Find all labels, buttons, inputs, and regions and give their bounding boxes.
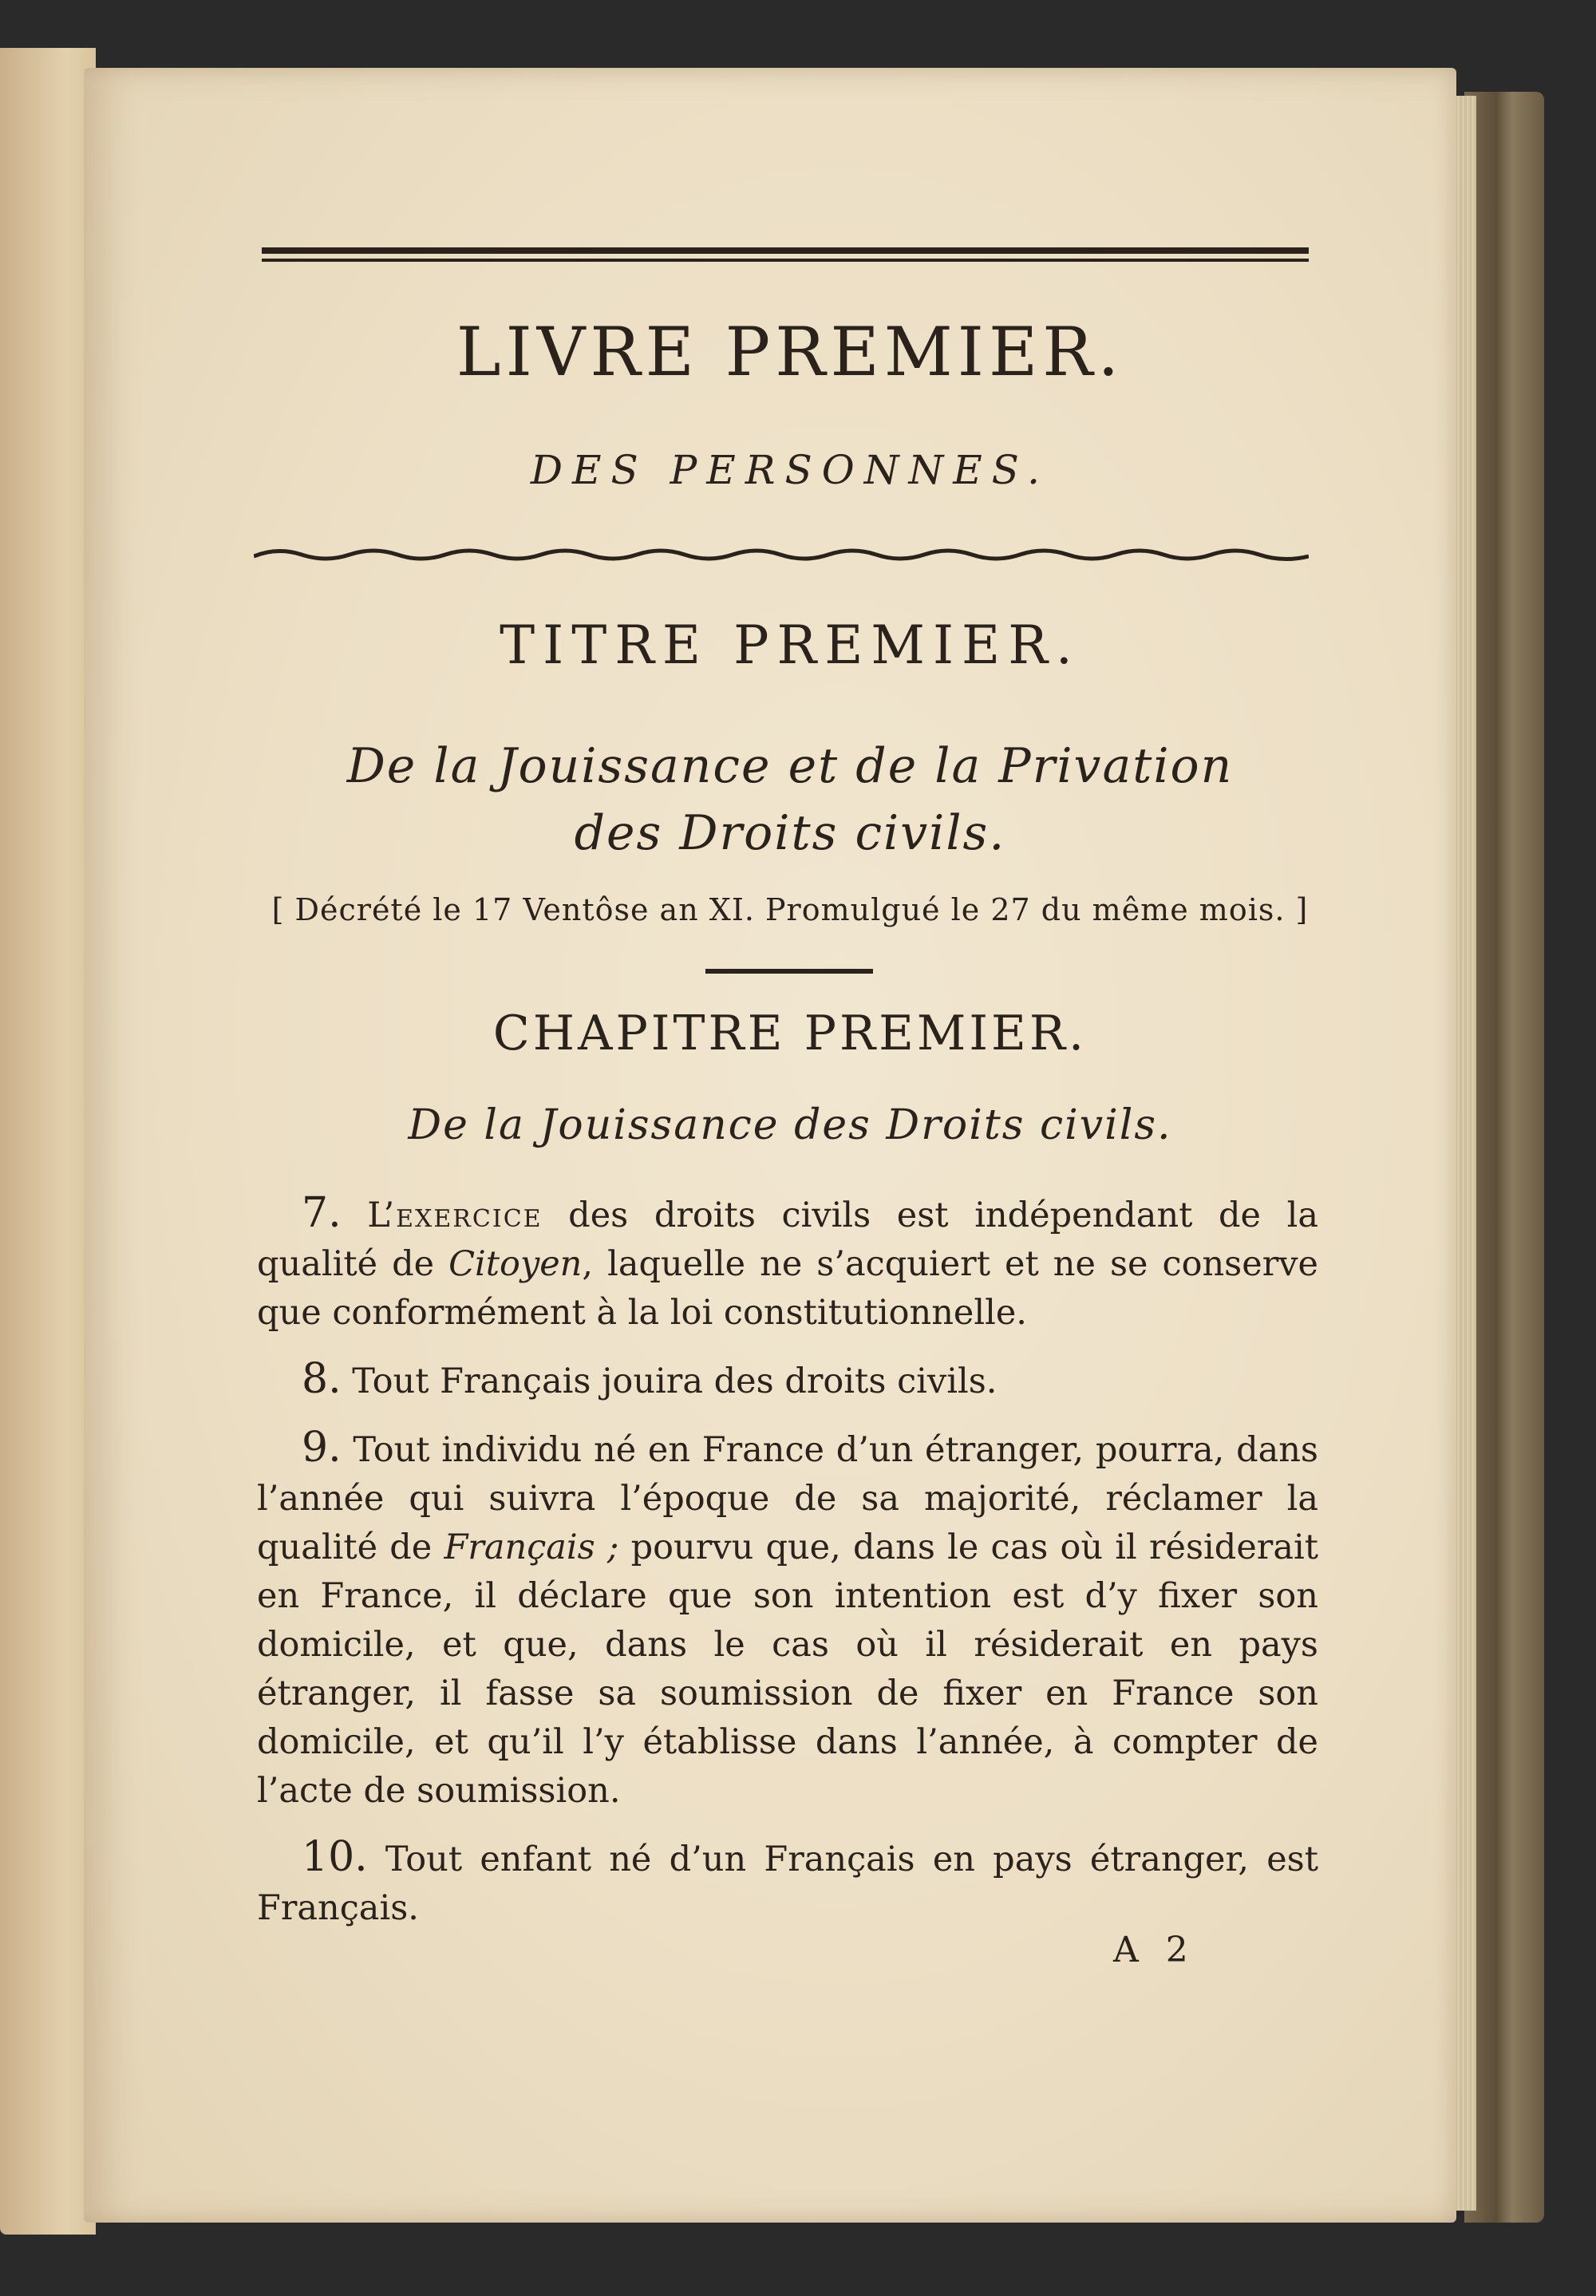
chapitre-title: CHAPITRE PREMIER.	[492, 1006, 1088, 1061]
article-8	[257, 1355, 1318, 1406]
article-9	[257, 1424, 1318, 1816]
article-number: 9.	[302, 1424, 342, 1472]
article-text: , laquelle ne s’acquiert et ne se conserve que conformément à la loi constitutionnelle.	[257, 1244, 1318, 1333]
book-cover-edge	[1464, 92, 1544, 2223]
titre-subtitle-line-1: De la Jouissance et de la Privation	[346, 738, 1234, 794]
livre-title: LIVRE PREMIER.	[456, 313, 1124, 391]
articles-body	[257, 1189, 1318, 1950]
article-text: Tout enfant né d’un Français en pays étranger, est Français.	[257, 1840, 1318, 1928]
article-italic: Français ;	[444, 1527, 619, 1567]
signature-mark: A 2	[1113, 1930, 1196, 1970]
titre-subtitle	[239, 733, 1341, 867]
article-italic: Citoyen	[448, 1244, 583, 1284]
article-text: pourvu que, dans le cas où il résiderait en France, il déclare que son intention est d’y fixer son domicile, et que, dans le cas où il résiderait en pays étranger, il fasse sa soumission de fixer en France son domicile, et qu’il l’y établisse dans l’année, à compter de l’acte de soumission.	[257, 1527, 1318, 1811]
wavy-ornament-rule	[254, 539, 1309, 571]
article-number: 7.	[302, 1189, 342, 1237]
article-7	[257, 1189, 1318, 1338]
short-divider-rule	[705, 969, 873, 974]
article-number: 8.	[302, 1355, 342, 1403]
article-text: des droits civils est indépendant de la qualité de	[257, 1195, 1318, 1284]
article-lead: L’exercice	[367, 1195, 543, 1235]
chapitre-subtitle: De la Jouissance des Droits civils.	[408, 1101, 1172, 1149]
article-text: Tout Français jouira des droits civils.	[352, 1361, 998, 1401]
header-double-rule	[262, 247, 1309, 265]
livre-subtitle: DES PERSONNES.	[530, 447, 1050, 493]
article-text: Tout individu né en France d’un étranger, pourra, dans l’année qui suivra l’époque de sa majorité, réclamer la qualité de	[257, 1430, 1319, 1567]
titre-subtitle-line-2: des Droits civils.	[574, 805, 1006, 861]
article-number: 10.	[302, 1833, 368, 1881]
decree-note: [ Décrété le 17 Ventôse an XI. Promulgué le 27 du même mois. ]	[271, 892, 1309, 927]
titre-title: TITRE PREMIER.	[500, 615, 1080, 676]
facing-page-edge	[0, 48, 96, 2235]
article-10	[257, 1833, 1318, 1933]
